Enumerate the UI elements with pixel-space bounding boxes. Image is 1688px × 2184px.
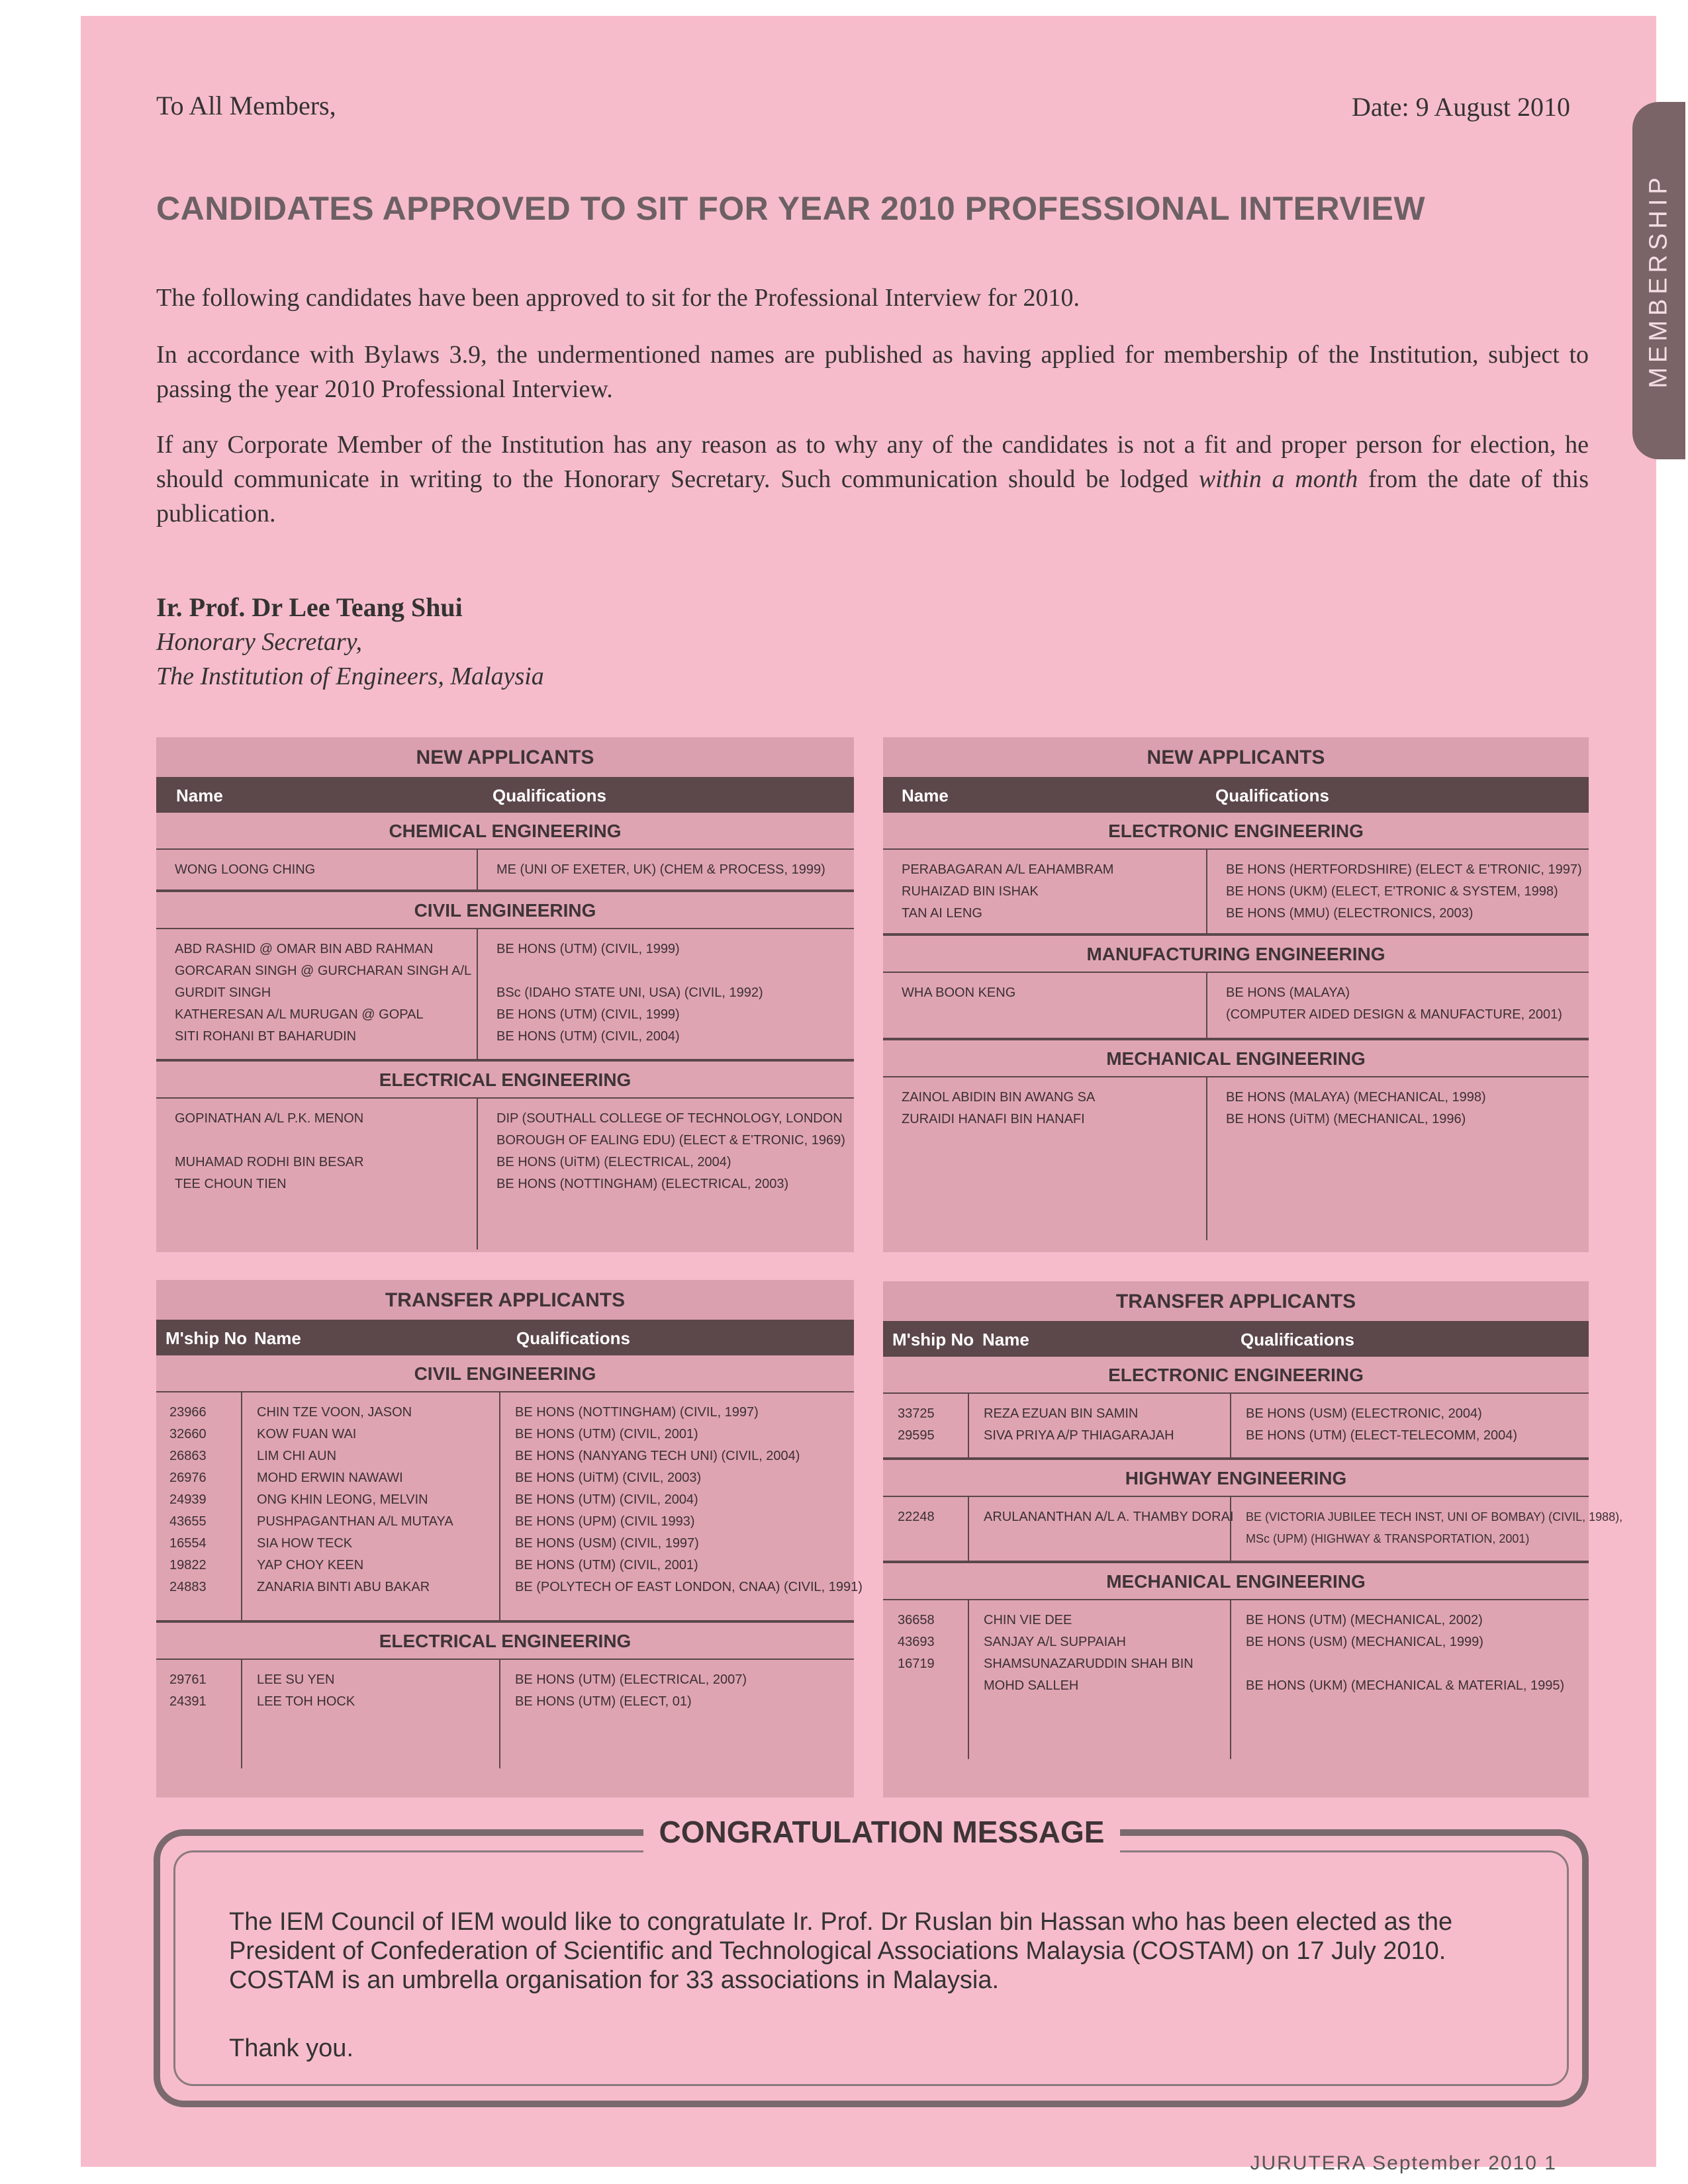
col-qualifications-header: Qualifications [1215, 786, 1329, 805]
membership-number: 32660 [169, 1427, 207, 1441]
applicant-name: REZA EZUAN BIN SAMIN [984, 1406, 1139, 1421]
applicant-name: WONG LOONG CHING [175, 862, 316, 877]
membership-number: 22248 [898, 1510, 935, 1524]
electrical-rows [156, 1099, 854, 1250]
panel-title: NEW APPLICANTS [156, 737, 854, 777]
qualification [1246, 1653, 1589, 1675]
membership-number: 16719 [898, 1657, 935, 1671]
col-qualifications-header: Qualifications [1241, 1330, 1354, 1349]
congratulation-body: The IEM Council of IEM would like to congratulate Ir. Prof. Dr Ruslan bin Hassan who has been elected as the President of Confederation of Scientific and Technological Associations Malaysia (COSTAM) on 17 July 2010. COSTAM is an umbrella organisation for 33 associations in Malaysia. [229, 1908, 1453, 1994]
applicant-name: GOPINATHAN A/L P.K. MENON [175, 1111, 364, 1126]
congratulation-thanks: Thank you. [229, 2034, 353, 2062]
applicant-name: LIM CHI AUN [257, 1449, 337, 1463]
table-header [883, 1321, 1589, 1357]
membership-number: 29595 [898, 1428, 935, 1443]
qualification: BE HONS (UTM) (ELECTRICAL, 2007) [515, 1672, 747, 1687]
qualification: BE HONS (NANYANG TECH UNI) (CIVIL, 2004) [515, 1449, 800, 1463]
name-column [156, 1099, 477, 1250]
mship-no-column [883, 1394, 968, 1457]
signatory-role: Honorary Secretary, [156, 628, 362, 656]
membership-number: 24883 [169, 1580, 207, 1594]
qualification: BE HONS (UTM) (ELECT-TELECOMM, 2004) [1246, 1428, 1518, 1443]
side-tab-label: MEMBERSHIP [1644, 173, 1673, 388]
qualification: BE HONS (UKM) (ELECT, E'TRONIC & SYSTEM, 1998) [1226, 884, 1558, 899]
applicant-name: KOW FUAN WAI [257, 1427, 357, 1441]
name-column [968, 1497, 1234, 1561]
panel-title: TRANSFER APPLICANTS [883, 1281, 1589, 1321]
civil-rows [156, 929, 854, 1059]
section-heading: CIVIL ENGINEERING [156, 1355, 854, 1392]
qualification-column [1206, 1077, 1589, 1240]
applicant-name: PERABAGARAN A/L EAHAMBRAM [902, 862, 1114, 877]
mechanical-section [883, 1561, 1589, 1759]
new-applicants-panel-left [156, 737, 854, 1252]
letter-date: Date: 9 August 2010 [1352, 92, 1570, 122]
page-title: CANDIDATES APPROVED TO SIT FOR YEAR 2010 PROFESSIONAL INTERVIEW [156, 190, 1426, 227]
qualification-column [477, 929, 854, 1059]
panel-title: TRANSFER APPLICANTS [156, 1280, 854, 1320]
transfer-applicants-panel-left [156, 1280, 863, 1797]
applicant-name: SANJAY A/L SUPPAIAH [984, 1635, 1126, 1649]
qualification: BE HONS (HERTFORDSHIRE) (ELECT & E'TRONIC, 1997) [1226, 862, 1582, 877]
mechanical-section [883, 1038, 1589, 1240]
qualification-column [477, 850, 854, 889]
col-qualifications-header: Qualifications [492, 786, 606, 805]
qualification: BE HONS (USM) (CIVIL, 1997) [515, 1536, 699, 1551]
qualification: (COMPUTER AIDED DESIGN & MANUFACTURE, 2001) [1226, 1007, 1562, 1022]
mship-no-column [883, 1600, 968, 1759]
electronic-rows [883, 850, 1589, 933]
col-name-header: Name [176, 786, 223, 805]
name-column [968, 1394, 1230, 1457]
page-footer: JURUTERA September 2010 1 [1250, 2152, 1557, 2174]
qualification: BE HONS (UiTM) (CIVIL, 2003) [515, 1471, 702, 1485]
section-heading: ELECTRICAL ENGINEERING [156, 1062, 854, 1099]
qualification-column [1230, 1394, 1589, 1457]
membership-number: 26863 [169, 1449, 207, 1463]
civil-section [156, 889, 854, 1059]
name-column [156, 929, 477, 1059]
col-name-header: Name [902, 786, 949, 805]
name-column [883, 973, 1206, 1038]
qualification: BSc (IDAHO STATE UNI, USA) (CIVIL, 1992) [496, 985, 763, 1000]
applicant-name: SITI ROHANI BT BAHARUDIN [175, 1029, 357, 1044]
electronic-rows [883, 1394, 1589, 1457]
table-header [156, 1320, 854, 1355]
qualification: BE HONS (NOTTINGHAM) (CIVIL, 1997) [515, 1405, 759, 1420]
section-heading: MECHANICAL ENGINEERING [883, 1563, 1589, 1600]
col-mship-no-header: M'ship No [165, 1328, 248, 1348]
mship-no-column [883, 1497, 968, 1561]
applicant-name: TAN AI LENG [902, 906, 982, 921]
signatory-organisation: The Institution of Engineers, Malaysia [156, 662, 544, 690]
mechanical-rows [883, 1600, 1589, 1759]
applicant-name: PUSHPAGANTHAN A/L MUTAYA [257, 1514, 453, 1529]
qualification: BE HONS (NOTTINGHAM) (ELECTRICAL, 2003) [496, 1177, 789, 1191]
applicant-name: ABD RASHID @ OMAR BIN ABD RAHMAN [175, 942, 434, 956]
manufacturing-section [883, 933, 1589, 1038]
qualification: BE (VICTORIA JUBILEE TECH INST, UNI OF BOMBAY) (CIVIL, 1988), [1246, 1510, 1623, 1524]
applicant-name: WHA BOON KENG [902, 985, 1016, 1000]
qualification-column [477, 1099, 854, 1250]
section-heading: HIGHWAY ENGINEERING [883, 1460, 1589, 1497]
name-column [883, 1077, 1206, 1240]
qualification: BE HONS (UKM) (MECHANICAL & MATERIAL, 1995) [1246, 1678, 1565, 1693]
qualification-column [499, 1660, 854, 1768]
applicant-name: SIA HOW TECK [257, 1536, 353, 1551]
applicant-name: SHAMSUNAZARUDDIN SHAH BIN [984, 1657, 1194, 1671]
civil-rows [156, 1392, 863, 1620]
qualification: BE HONS (UiTM) (ELECTRICAL, 2004) [496, 1155, 731, 1169]
congratulation-title: CONGRATULATION MESSAGE [643, 1807, 1120, 1857]
section-side-tab [1632, 102, 1685, 459]
applicant-name: CHIN TZE VOON, JASON [257, 1405, 412, 1420]
applicant-name: RUHAIZAD BIN ISHAK [902, 884, 1039, 899]
applicant-name: YAP CHOY KEEN [257, 1558, 364, 1572]
applicant-name: SIVA PRIYA A/P THIAGARAJAH [984, 1428, 1174, 1443]
mship-no-column [156, 1392, 241, 1620]
applicant-name: ZURAIDI HANAFI BIN HANAFI [902, 1112, 1085, 1126]
qualification: BOROUGH OF EALING EDU) (ELECT & E'TRONIC, 1969) [496, 1133, 845, 1148]
membership-number: 26976 [169, 1471, 207, 1485]
qualification: BE HONS (UTM) (ELECT, 01) [515, 1694, 692, 1709]
new-applicants-panel-right [883, 737, 1589, 1252]
objection-deadline: within a month [1198, 465, 1358, 493]
membership-number: 23966 [169, 1405, 207, 1420]
applicant-name: ZANARIA BINTI ABU BAKAR [257, 1580, 430, 1594]
name-column [968, 1600, 1230, 1759]
qualification: BE HONS (UTM) (CIVIL, 1999) [496, 1007, 680, 1022]
section-heading: ELECTRONIC ENGINEERING [883, 1357, 1589, 1394]
intro-paragraph: The following candidates have been approved to sit for the Professional Interview for 2010. [156, 284, 1080, 312]
section-heading: ELECTRONIC ENGINEERING [883, 813, 1589, 850]
objection-text: If any Corporate Member of the Institution has any reason as to why any of the candidates is not a fit and proper person for election, he should communicate in writing to the Honorary Secretary. Such communication should be lodged [156, 431, 1589, 493]
membership-number: 24939 [169, 1492, 207, 1507]
qualification: BE (POLYTECH OF EAST LONDON, CNAA) (CIVIL, 1991) [515, 1580, 863, 1594]
name-column [241, 1660, 499, 1768]
table-header [883, 777, 1589, 813]
membership-number: 43693 [898, 1635, 935, 1649]
electrical-rows [156, 1660, 854, 1768]
qualification: BE HONS (UTM) (CIVIL, 2004) [496, 1029, 680, 1044]
page-sheet [81, 16, 1673, 2174]
qualification: MSc (UPM) (HIGHWAY & TRANSPORTATION, 2001) [1246, 1532, 1530, 1545]
mechanical-rows [883, 1077, 1589, 1240]
col-name-header: Name [254, 1328, 301, 1348]
qualification: BE HONS (UTM) (CIVIL, 1999) [496, 942, 680, 956]
signatory-name: Ir. Prof. Dr Lee Teang Shui [156, 592, 463, 622]
applicant-name [175, 1130, 477, 1152]
panel-title: NEW APPLICANTS [883, 737, 1589, 777]
membership-number: 16554 [169, 1536, 207, 1551]
qualification-column [1206, 850, 1589, 933]
table-header [156, 777, 854, 813]
section-heading: ELECTRICAL ENGINEERING [156, 1623, 854, 1660]
membership-number: 19822 [169, 1558, 207, 1572]
qualification: BE HONS (UTM) (MECHANICAL, 2002) [1246, 1613, 1483, 1627]
applicant-name: MOHD SALLEH [984, 1678, 1079, 1693]
transfer-applicants-panel-right [883, 1281, 1623, 1797]
objection-paragraph [156, 428, 1589, 531]
qualification: BE HONS (UTM) (CIVIL, 2001) [515, 1427, 698, 1441]
manufacturing-rows [883, 973, 1589, 1038]
name-column [241, 1392, 499, 1620]
applicant-name: ONG KHIN LEONG, MELVIN [257, 1492, 428, 1507]
bylaws-paragraph: In accordance with Bylaws 3.9, the undermentioned names are published as having applied for membership of the Institution, subject to passing the year 2010 Professional Interview. [156, 341, 1589, 403]
qualification: BE HONS (UTM) (CIVIL, 2001) [515, 1558, 698, 1572]
qualification: BE HONS (UiTM) (MECHANICAL, 1996) [1226, 1112, 1466, 1126]
membership-number: 36658 [898, 1613, 935, 1627]
qualification: BE HONS (MALAYA) [1226, 985, 1350, 1000]
highway-section [883, 1457, 1623, 1561]
applicant-name: ZAINOL ABIDIN BIN AWANG SA [902, 1090, 1096, 1105]
applicant-name: MUHAMAD RODHI BIN BESAR [175, 1155, 364, 1169]
membership-number: 24391 [169, 1694, 207, 1709]
congratulation-box [154, 1815, 1589, 2107]
highway-rows [883, 1497, 1623, 1561]
qualification: BE HONS (MALAYA) (MECHANICAL, 1998) [1226, 1090, 1486, 1105]
col-name-header: Name [982, 1330, 1029, 1349]
applicant-name: LEE SU YEN [257, 1672, 335, 1687]
membership-number: 43655 [169, 1514, 207, 1529]
qualification: ME (UNI OF EXETER, UK) (CHEM & PROCESS, 1999) [496, 862, 825, 877]
section-heading: MECHANICAL ENGINEERING [883, 1040, 1589, 1077]
qualification-column [1230, 1600, 1589, 1759]
qualification [496, 960, 854, 982]
electrical-section [156, 1620, 854, 1768]
salutation: To All Members, [156, 91, 336, 120]
name-column [156, 850, 477, 889]
membership-number: 33725 [898, 1406, 935, 1421]
section-heading: CHEMICAL ENGINEERING [156, 813, 854, 850]
section-heading: CIVIL ENGINEERING [156, 892, 854, 929]
name-column [883, 850, 1206, 933]
qualification: BE HONS (USM) (MECHANICAL, 1999) [1246, 1635, 1483, 1649]
qualification: BE HONS (USM) (ELECTRONIC, 2004) [1246, 1406, 1482, 1421]
applicant-name: KATHERESAN A/L MURUGAN @ GOPAL [175, 1007, 424, 1022]
applicant-name: MOHD ERWIN NAWAWI [257, 1471, 403, 1485]
qualification: BE HONS (UPM) (CIVIL 1993) [515, 1514, 695, 1529]
qualification: DIP (SOUTHALL COLLEGE OF TECHNOLOGY, LONDON [496, 1111, 843, 1126]
qualification-column [1230, 1497, 1623, 1561]
electrical-section [156, 1059, 854, 1250]
applicant-name: CHIN VIE DEE [984, 1613, 1072, 1627]
objection-text-end: from the date of this publication. [156, 465, 1589, 527]
chemical-rows [156, 850, 854, 889]
mship-no-column [156, 1660, 241, 1768]
qualification-column [1206, 973, 1589, 1038]
col-mship-no-header: M'ship No [892, 1330, 974, 1349]
membership-number: 29761 [169, 1672, 207, 1687]
section-heading: MANUFACTURING ENGINEERING [883, 936, 1589, 973]
applicant-name: LEE TOH HOCK [257, 1694, 355, 1709]
applicant-name: TEE CHOUN TIEN [175, 1177, 287, 1191]
qualification: BE HONS (MMU) (ELECTRONICS, 2003) [1226, 906, 1474, 921]
qualification-column [499, 1392, 863, 1620]
applicant-name: GORCARAN SINGH @ GURCHARAN SINGH A/L [175, 964, 472, 978]
applicant-name: ARULANANTHAN A/L A. THAMBY DORAI [984, 1510, 1234, 1524]
col-qualifications-header: Qualifications [516, 1328, 630, 1348]
applicant-name: GURDIT SINGH [175, 985, 271, 1000]
qualification: BE HONS (UTM) (CIVIL, 2004) [515, 1492, 698, 1507]
